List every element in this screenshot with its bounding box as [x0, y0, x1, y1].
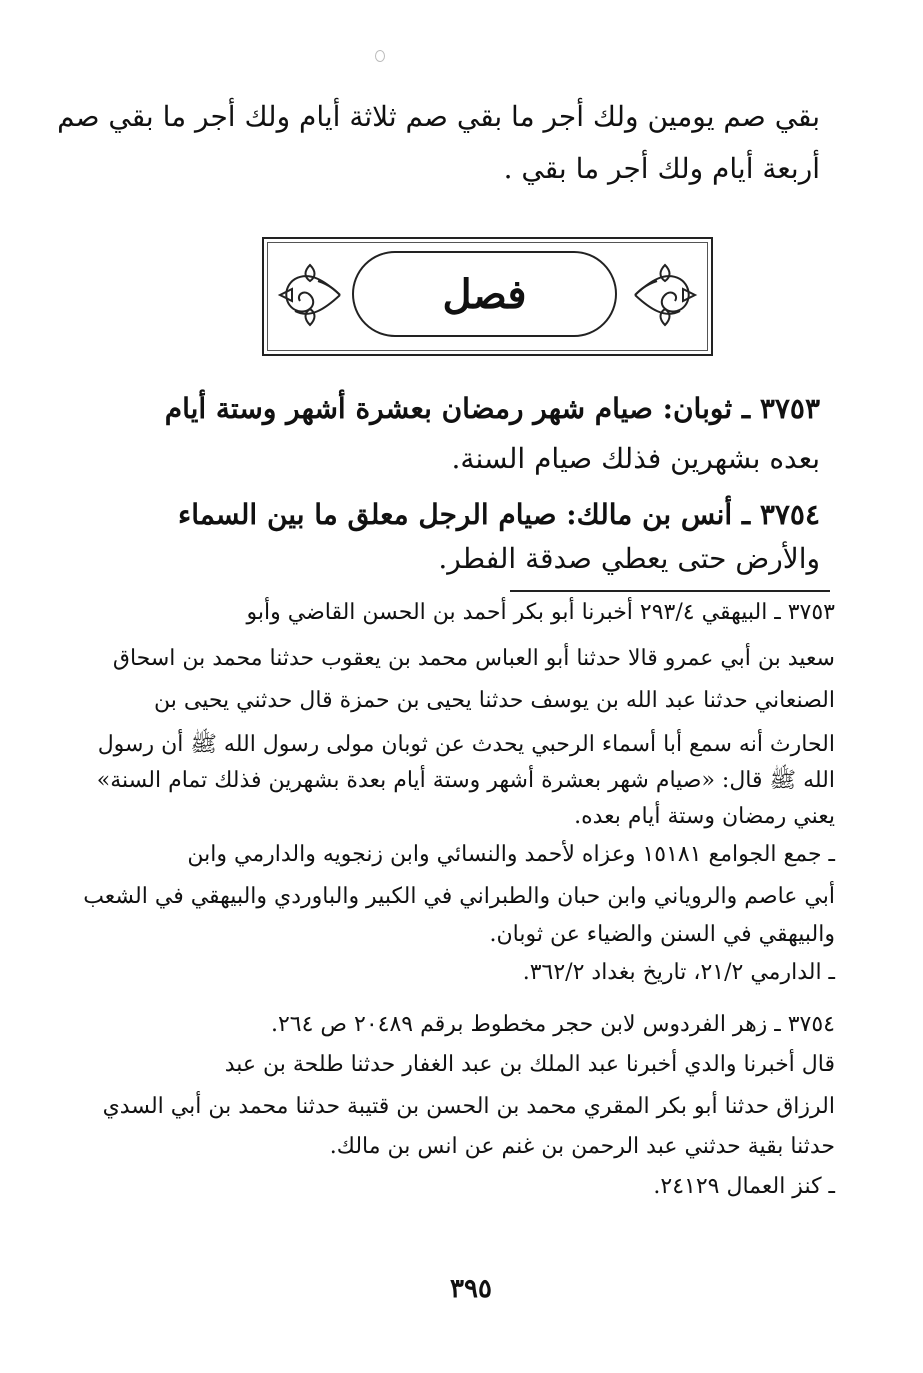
footnote-line: الحارث أنه سمع أبا أسماء الرحبي يحدث عن ثوبان مولى رسول الله ﷺ أن رسول — [97, 732, 835, 757]
footnote-line: والبيهقي في السنن والضياء عن ثوبان. — [489, 922, 835, 947]
intro-line-1: بقي صم يومين ولك أجر ما بقي صم ثلاثة أيام ولك أجر ما بقي صم — [57, 100, 820, 133]
section-title: فصل — [442, 270, 527, 318]
ornament-right-icon — [625, 251, 705, 339]
intro-line-2: أربعة أيام ولك أجر ما بقي . — [503, 152, 820, 185]
ornament-left-icon — [270, 251, 350, 339]
footnote-line: ـ كنز العمال ٢٤١٢٩. — [653, 1174, 835, 1199]
hadith-3754-line-1: ٣٧٥٤ ـ أنس بن مالك: صيام الرجل معلق ما بين السماء — [178, 498, 820, 531]
footnote-line: يعني رمضان وستة أيام بعده. — [574, 804, 835, 829]
hadith-3754-line-2: والأرض حتى يعطي صدقة الفطر. — [438, 542, 820, 575]
footnote-line: الصنعاني حدثنا عبد الله بن يوسف حدثنا يحيى بن حمزة قال حدثني يحيى بن — [154, 688, 835, 713]
footnote-line: حدثنا بقية حدثني عبد الرحمن بن غنم عن انس بن مالك. — [329, 1134, 835, 1159]
footnote-line: الله ﷺ قال: «صيام شهر بعشرة أشهر وستة أيام بعدة بشهرين فذلك تمام السنة» — [96, 768, 835, 793]
footnote-line: ـ جمع الجوامع ١٥١٨١ وعزاه لأحمد والنسائي وابن زنجويه والدارمي وابن — [187, 842, 835, 867]
hadith-3753-line-2: بعده بشهرين فذلك صيام السنة. — [451, 442, 820, 475]
footnote-line: سعيد بن أبي عمرو قالا حدثنا أبو العباس محمد بن يعقوب حدثنا محمد بن اسحاق — [112, 646, 835, 671]
footnote-line: ٣٧٥٣ ـ البيهقي ٢٩٣/٤ أخبرنا أبو بكر أحمد بن الحسن القاضي وأبو — [246, 600, 835, 625]
footnote-separator — [510, 590, 830, 592]
page-mark — [375, 50, 385, 62]
page-number: ٣٩٥ — [450, 1274, 492, 1304]
footnote-line: قال أخبرنا والدي أخبرنا عبد الملك بن عبد الغفار حدثنا طلحة بن عبد — [224, 1052, 835, 1077]
footnote-line: أبي عاصم والروياني وابن حبان والطبراني في الكبير والباوردي والبيهقي في الشعب — [83, 884, 835, 909]
section-banner — [262, 237, 713, 356]
footnote-line: الرزاق حدثنا أبو بكر المقري محمد بن الحسن بن قتيبة حدثنا محمد بن أبي السدي — [102, 1094, 835, 1119]
hadith-3753-line-1: ٣٧٥٣ ـ ثوبان: صيام شهر رمضان بعشرة أشهر وستة أيام — [164, 392, 820, 425]
footnote-line: ـ الدارمي ٢١/٢، تاريخ بغداد ٣٦٢/٢. — [522, 960, 835, 985]
banner-oval — [352, 251, 617, 337]
footnote-line: ٣٧٥٤ ـ زهر الفردوس لابن حجر مخطوط برقم ٢٠٤٨٩ ص ٢٦٤. — [270, 1012, 835, 1037]
